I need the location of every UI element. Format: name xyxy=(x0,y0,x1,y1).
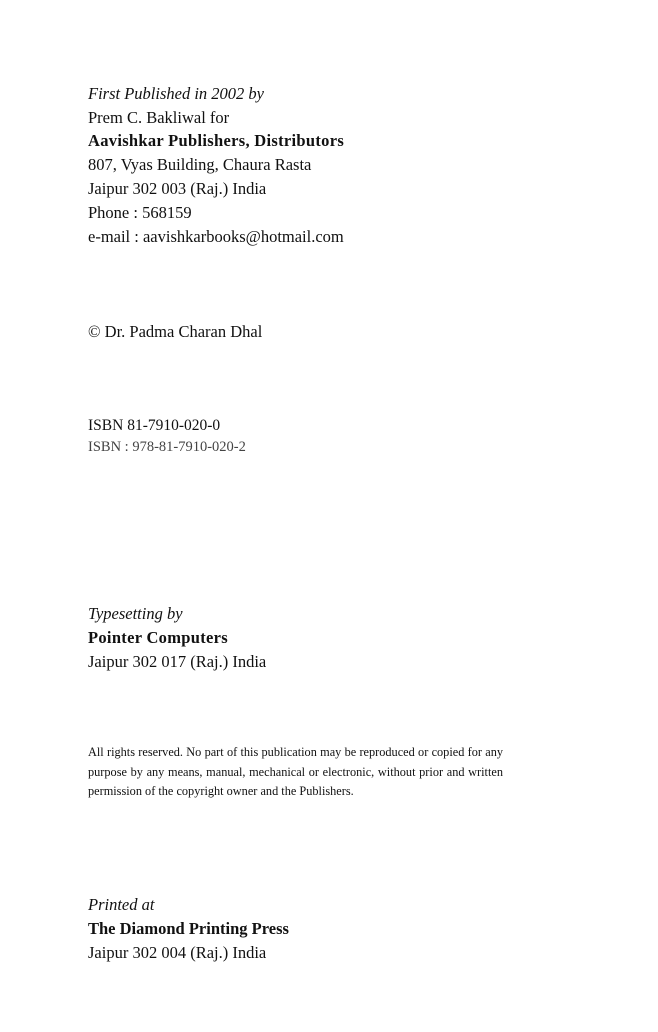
publisher-address-line2: Jaipur 302 003 (Raj.) India xyxy=(88,179,267,198)
publisher-phone: Phone : 568159 xyxy=(88,203,192,222)
typesetting-address: Jaipur 302 017 (Raj.) India xyxy=(88,652,267,671)
printer-address: Jaipur 302 004 (Raj.) India xyxy=(88,943,267,962)
publisher-name: Aavishkar Publishers, Distributors xyxy=(88,131,345,150)
isbn-13: ISBN : 978-81-7910-020-2 xyxy=(88,439,246,455)
first-published-line: First Published in 2002 by xyxy=(88,84,264,103)
rights-notice: All rights reserved. No part of this publication may be reproduced or copied for any purpose by any means, manual, mechanical or electronic, without prior and written permission of the copyright owner and the Publishers. xyxy=(88,745,503,798)
publisher-address-line1: 807, Vyas Building, Chaura Rasta xyxy=(88,155,312,174)
printer-label: Printed at xyxy=(88,895,155,914)
isbn-10: ISBN 81-7910-020-0 xyxy=(88,417,221,434)
typesetting-label: Typesetting by xyxy=(88,604,183,623)
typesetting-name: Pointer Computers xyxy=(88,628,228,647)
copyright-line: © Dr. Padma Charan Dhal xyxy=(88,322,263,341)
publisher-person: Prem C. Bakliwal for xyxy=(88,108,230,127)
publisher-email: e-mail : aavishkarbooks@hotmail.com xyxy=(88,227,344,246)
printer-name: The Diamond Printing Press xyxy=(88,919,289,938)
